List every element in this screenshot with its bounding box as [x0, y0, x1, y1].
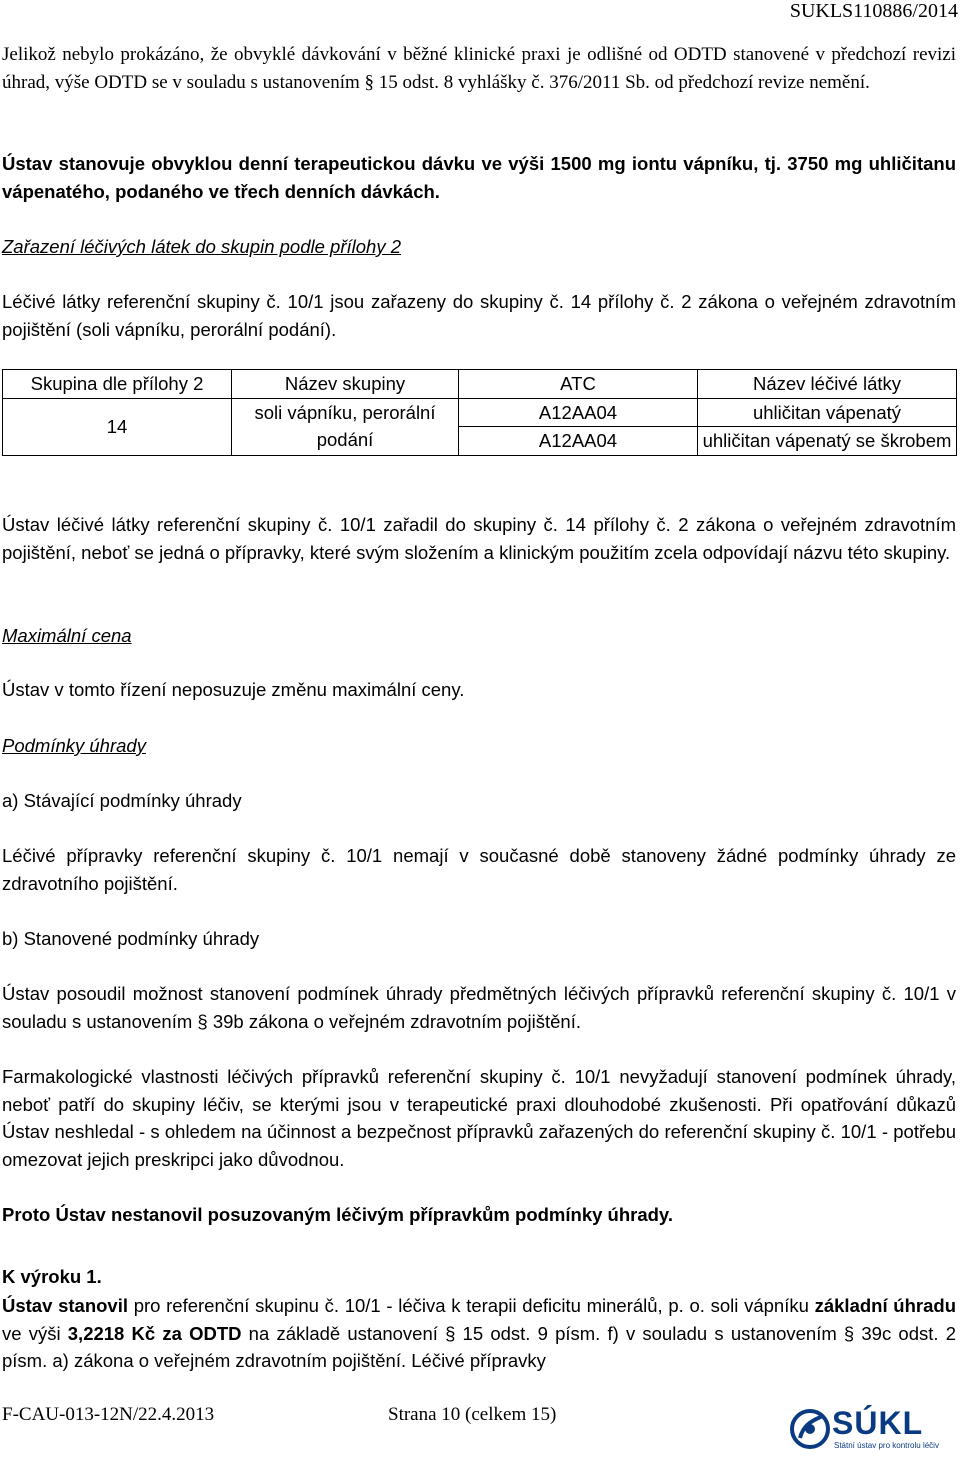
table-header-cell: Název léčivé látky: [698, 370, 957, 399]
footer-form-id: F-CAU-013-12N/22.4.2013: [2, 1404, 215, 1425]
text-bold: 3,2218 Kč za ODTD: [67, 1322, 242, 1344]
table-cell-group-name: soli vápníku, perorální podání: [232, 398, 459, 455]
text-bold: základní úhradu: [814, 1295, 956, 1316]
paragraph-max-price: Ústav v tomto řízení neposuzuje změnu maximální ceny.: [2, 679, 465, 700]
table-cell-group: 14: [3, 398, 232, 455]
paragraph-group-justification: Ústav léčivé látky referenční skupiny č. 10/1 zařadil do skupiny č. 14 přílohy č. 2 zákona o veřejném zdravotním pojištění, neboť se jedná o přípravky, které svým složením a klinickým použitím zcela odpovídají názvu této skupiny.: [2, 514, 956, 563]
table-cell-atc: A12AA04: [459, 398, 698, 427]
footer-page-number: Strana 10 (celkem 15): [388, 1404, 557, 1425]
paragraph-dose: Ústav stanovuje obvyklou denní terapeutickou dávku ve výši 1500 mg iontu vápníku, tj. 3750 mg uhličitanu vápenatého, podaného ve třech denních dávkách.: [2, 153, 956, 202]
paragraph-group-assignment: Léčivé látky referenční skupiny č. 10/1 jsou zařazeny do skupiny č. 14 přílohy č. 2 zákona o veřejném zdravotním pojištění (soli vápníku, perorální podání).: [2, 291, 956, 340]
paragraph-conditions-assessment: Ústav posoudil možnost stanovení podmínek úhrady předmětných léčivých přípravků referenční skupiny č. 10/1 v souladu s ustanovením § 39b zákona o veřejném zdravotním pojištění.: [2, 983, 956, 1032]
paragraph-current-conditions: Léčivé přípravky referenční skupiny č. 10/1 nemají v současné době stanoveny žádné podmínky úhrady ze zdravotního pojištění.: [2, 845, 956, 894]
sukl-logo-icon: [790, 1408, 830, 1450]
table-cell-substance: uhličitan vápenatý: [698, 398, 957, 427]
sukl-logo: [790, 1405, 956, 1452]
text-normal: pro referenční skupinu č. 10/1 - léčiva k terapii deficitu minerálů, p. o. soli vápníku: [128, 1295, 815, 1316]
group-table: [2, 369, 957, 456]
table-header-row: [3, 370, 957, 399]
heading-group-assignment: Zařazení léčivých látek do skupin podle přílohy 2: [2, 236, 401, 257]
table-row: [3, 398, 957, 427]
paragraph-pharmacology: Farmakologické vlastnosti léčivých přípravků referenční skupiny č. 10/1 nevyžadují stanovení podmínek úhrady, neboť patří do skupiny léčiv, se kterými jsou v terapeutické praxi dlouhodobé zkušenosti. Při opatřování důkazů Ústav neshledal - s ohledem na účinnost a bezpečnost přípravků zařazených do referenční skupiny č. 10/1 - potřebu omezovat jejich preskripci jako důvodnou.: [2, 1066, 956, 1170]
table-cell-atc: A12AA04: [459, 427, 698, 456]
text-bold: Ústav stanovil: [2, 1295, 128, 1316]
heading-conditions: Podmínky úhrady: [2, 735, 146, 756]
paragraph-statement-title: K výroku 1.: [2, 1266, 102, 1287]
table-header-cell: Název skupiny: [232, 370, 459, 399]
paragraph-current-conditions-title: a) Stávající podmínky úhrady: [2, 790, 242, 811]
paragraph-conclusion: Proto Ústav nestanovil posuzovaným léčivým přípravkům podmínky úhrady.: [2, 1204, 673, 1225]
document-id: SUKLS110886/2014: [789, 0, 958, 22]
paragraph-base-reimbursement: [2, 1292, 956, 1375]
heading-max-price: Maximální cena: [2, 625, 132, 646]
paragraph-odtd: Jelikož nebylo prokázáno, že obvyklé dávkování v běžné klinické praxi je odlišné od ODTD stanovené v předchozí revizi úhrad, výše ODTD se v souladu s ustanovením § 15 odst. 8 vyhlášky č. 376/2011 Sb. od předchozí revize nemění.: [2, 44, 956, 93]
sukl-logo-text: SÚKL: [832, 1405, 924, 1441]
sukl-logo-subtitle: Státní ústav pro kontrolu léčiv: [834, 1441, 939, 1450]
table-header-cell: Skupina dle přílohy 2: [3, 370, 232, 399]
paragraph-set-conditions-title: b) Stanovené podmínky úhrady: [2, 928, 260, 949]
table-header-cell: ATC: [459, 370, 698, 399]
text-normal: ve výši: [2, 1322, 68, 1344]
text-normal: na základě ustanovení § 15 odst. 9 písm. f) v souladu s ustanovením § 39c odst. 2 písm. a) zákona o veřejném zdravotním pojištění. Léčivé přípravky: [2, 1322, 956, 1371]
table-cell-substance: uhličitan vápenatý se škrobem: [698, 427, 957, 456]
